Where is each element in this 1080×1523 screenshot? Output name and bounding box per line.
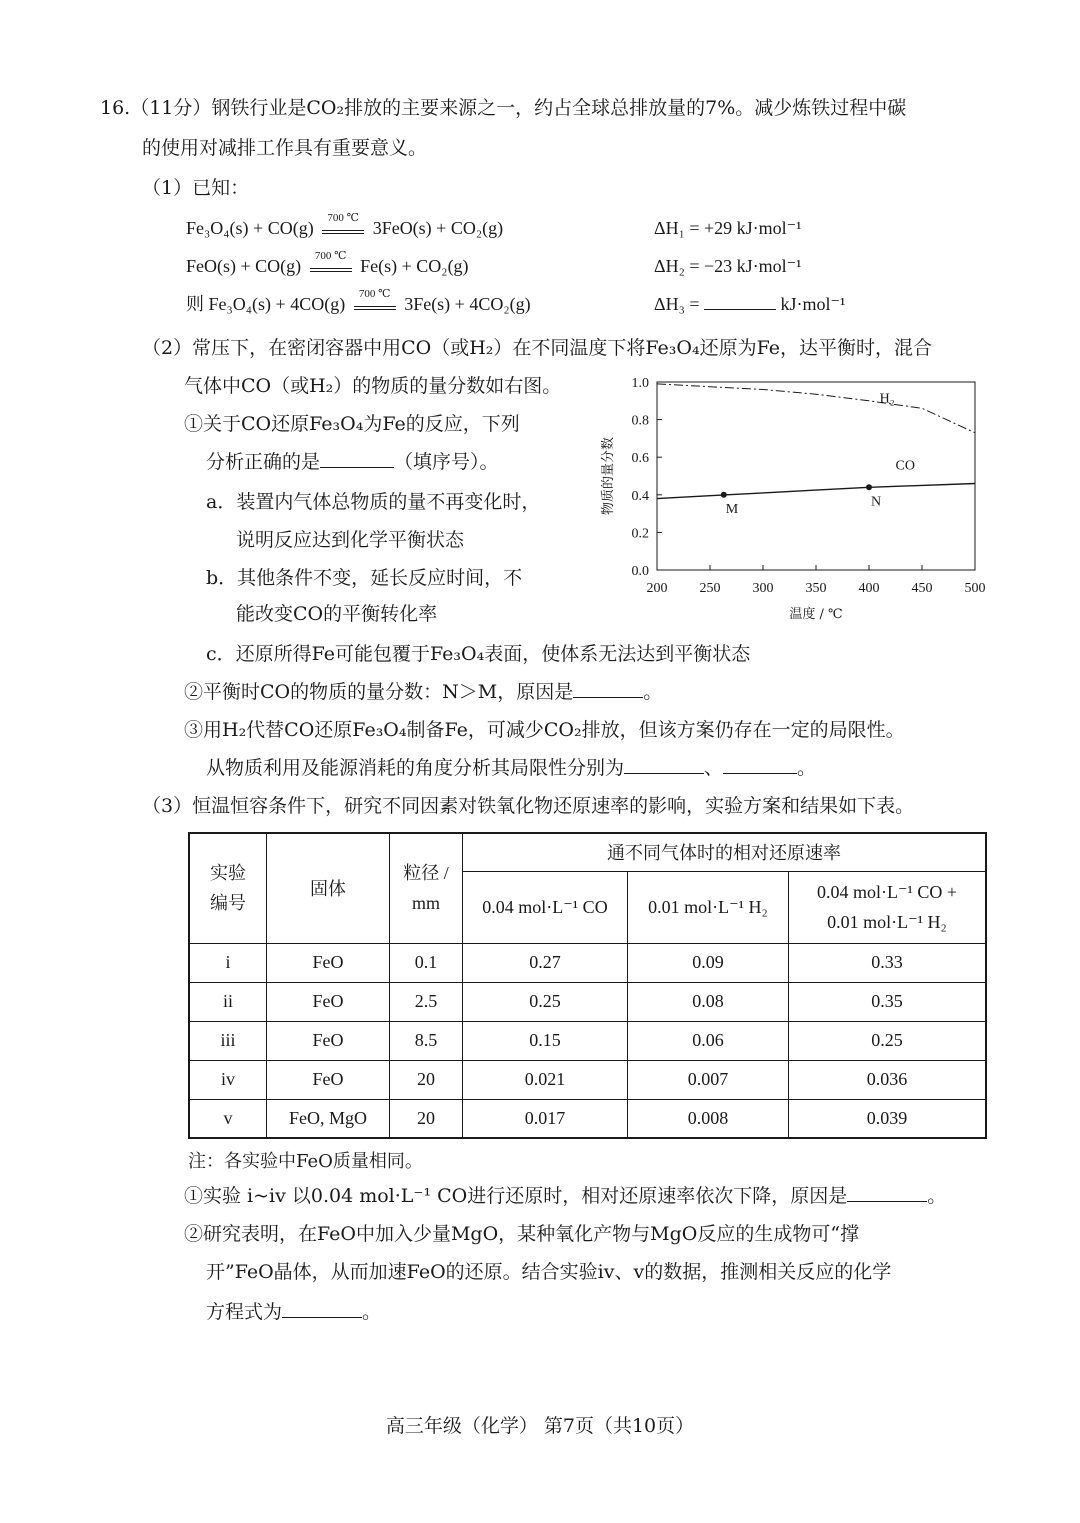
y-tick-label: 1.0 (631, 376, 649, 391)
x-tick-label: 400 (858, 581, 880, 596)
point-label: M (725, 501, 739, 517)
cell-mix: 0.039 (789, 1099, 987, 1138)
table-row (189, 1021, 986, 1060)
part3-q2-line2: 开”FeO晶体，从而加速FeO的还原。结合实验iv、v的数据，推测相关反应的化学 (206, 1261, 892, 1283)
equation-1-enthalpy: ΔH₁ = +29 kJ·mol⁻¹ (654, 218, 802, 238)
header-gas-co: 0.04 mol·L⁻¹ CO (463, 871, 628, 943)
cell-solid: FeO (267, 1021, 390, 1060)
equation-2-left: FeO(s) + CO(g) (186, 256, 302, 276)
y-tick-label: 0.4 (631, 488, 649, 504)
answer-blank[interactable] (847, 1185, 927, 1202)
page-footer: 高三年级（化学） 第7页（共10页） (385, 1415, 695, 1437)
header-relative-rate: 通不同气体时的相对还原速率 (463, 833, 987, 871)
condition-label: 700 ℃ (358, 288, 391, 300)
x-tick-label: 300 (752, 581, 774, 596)
x-tick-label: 500 (964, 581, 986, 596)
y-tick-label: 0.2 (631, 526, 649, 542)
q3-suffix: 。 (797, 757, 817, 779)
condition-label: 700 ℃ (327, 212, 359, 224)
y-tick-label: 0.8 (631, 413, 649, 429)
condition-label: 700 ℃ (314, 250, 347, 262)
cell-size: 2.5 (390, 982, 463, 1021)
cell-solid: FeO (267, 982, 390, 1021)
header-gas-h2: 0.01 mol·L⁻¹ H₂ (628, 871, 789, 943)
cell-solid: FeO (267, 943, 390, 982)
option-a-line2: 说明反应达到化学平衡状态 (236, 529, 465, 551)
equilibrium-arrow-icon (310, 250, 352, 278)
part2-q1-line2 (206, 450, 499, 474)
series-line-co (657, 484, 975, 499)
cell-id: iv (189, 1060, 267, 1099)
cell-co: 0.27 (463, 943, 628, 982)
cell-h2: 0.06 (628, 1021, 789, 1060)
x-tick-label: 450 (911, 581, 933, 596)
table-row (189, 1099, 986, 1138)
option-c: c．还原所得Fe可能包覆于Fe₃O₄表面，使体系无法达到平衡状态 (206, 643, 751, 665)
part2-q2 (184, 680, 662, 704)
option-b-line2: 能改变CO的平衡转化率 (236, 603, 438, 625)
option-a-line1: a．装置内气体总物质的量不再变化时， (206, 491, 541, 513)
part2-q3-line2 (206, 756, 816, 780)
x-tick-label: 350 (805, 581, 827, 596)
series-line-h2 (657, 384, 975, 433)
part1-label: （1）已知： (142, 177, 250, 199)
p3q2-suffix: 。 (362, 1301, 382, 1323)
equation-3-right: 3Fe(s) + 4CO₂(g) (404, 294, 531, 314)
part2-q1-line1: ①关于CO还原Fe₃O₄为Fe的反应，下列 (184, 413, 520, 435)
header-particle-size (390, 833, 463, 943)
answer-blank[interactable] (282, 1301, 362, 1318)
q1-suffix: （填序号）。 (394, 451, 499, 473)
part2-intro-line1: （2）常压下，在密闭容器中用CO（或H₂）在不同温度下将Fe₃O₄还原为Fe，达平衡时，混合 (142, 337, 932, 359)
cell-co: 0.25 (463, 982, 628, 1021)
mole-fraction-chart (592, 368, 1012, 628)
part2-q3-line1: ③用H₂代替CO还原Fe₃O₄制备Fe，可减少CO₂排放，但该方案仍存在一定的局限性。 (184, 719, 905, 741)
part2-intro-line2: 气体中CO（或H₂）的物质的量分数如右图。 (184, 375, 562, 397)
p3q1-text: ①实验 i~iv 以0.04 mol·L⁻¹ CO进行还原时，相对还原速率依次下降，原因是 (184, 1185, 848, 1207)
cell-id: ii (189, 982, 267, 1021)
cell-co: 0.017 (463, 1099, 628, 1138)
equation-1 (186, 212, 504, 240)
q1-text: 分析正确的是 (206, 451, 321, 473)
y-axis-label: 物质的量分数 (601, 436, 616, 516)
cell-h2: 0.08 (628, 982, 789, 1021)
dh3-prefix: ΔH₃ = (654, 294, 700, 314)
header-gas-mix (789, 871, 987, 943)
cell-h2: 0.09 (628, 943, 789, 982)
header-solid: 固体 (267, 833, 390, 943)
cell-co: 0.15 (463, 1021, 628, 1060)
part3-q1 (184, 1184, 946, 1208)
dh3-unit: kJ·mol⁻¹ (780, 294, 846, 314)
cell-h2: 0.008 (628, 1099, 789, 1138)
part3-q2-line1: ②研究表明，在FeO中加入少量MgO，某种氧化产物与MgO反应的生成物可“撑 (184, 1223, 860, 1245)
series-label: H₂ (879, 391, 895, 407)
equation-2-enthalpy: ΔH₂ = −23 kJ·mol⁻¹ (654, 256, 802, 276)
plot-frame (657, 382, 975, 570)
p3q1-suffix: 。 (927, 1185, 947, 1207)
cell-id: iii (189, 1021, 267, 1060)
q3-text: 从物质利用及能源消耗的角度分析其局限性分别为 (206, 757, 625, 779)
answer-blank[interactable] (573, 681, 643, 698)
point-label: N (871, 494, 882, 510)
q2-suffix: 。 (643, 681, 663, 703)
equation-3-enthalpy (654, 292, 845, 316)
q2-text: ②平衡时CO的物质的量分数：N＞M，原因是 (184, 681, 574, 703)
p3q2-text: 方程式为 (206, 1301, 283, 1323)
equation-3-left: 则 Fe₃O₄(s) + 4CO(g) (186, 294, 346, 314)
option-b-line1: b．其他条件不变，延长反应时间，不 (206, 567, 523, 589)
cell-size: 8.5 (390, 1021, 463, 1060)
equation-1-right: 3FeO(s) + CO₂(g) (372, 218, 504, 238)
equation-3 (186, 288, 531, 316)
table-row (189, 1060, 986, 1099)
point-marker (721, 492, 727, 498)
part3-intro: （3）恒温恒容条件下，研究不同因素对铁氧化物还原速率的影响，实验方案和结果如下表。 (142, 795, 915, 817)
equilibrium-arrow-icon (322, 212, 364, 240)
q3-sep: 、 (704, 757, 724, 779)
cell-solid: FeO (267, 1060, 390, 1099)
question-stem-line2: 的使用对减排工作具有重要意义。 (142, 137, 428, 159)
cell-size: 0.1 (390, 943, 463, 982)
table-note: 注：各实验中FeO质量相同。 (188, 1151, 423, 1172)
cell-mix: 0.35 (789, 982, 987, 1021)
header-id-line2: 编号 (210, 893, 246, 914)
cell-h2: 0.007 (628, 1060, 789, 1099)
table-row (189, 982, 986, 1021)
cell-co: 0.021 (463, 1060, 628, 1099)
cell-mix: 0.036 (789, 1060, 987, 1099)
equation-2 (186, 250, 469, 278)
x-tick-label: 250 (699, 581, 721, 596)
cell-mix: 0.33 (789, 943, 987, 982)
y-tick-label: 0.6 (631, 451, 649, 467)
experiment-table (188, 832, 987, 1139)
cell-mix: 0.25 (789, 1021, 987, 1060)
y-tick-label: 0.0 (631, 564, 649, 579)
header-size-line2: mm (411, 893, 440, 914)
answer-blank[interactable] (723, 757, 797, 774)
equilibrium-arrow-icon (354, 288, 396, 316)
header-experiment-id (189, 833, 267, 943)
question-stem-line1: 16.（11分）钢铁行业是CO₂排放的主要来源之一，约占全球总排放量的7%。减少炼铁过程中碳 (100, 97, 907, 119)
answer-blank[interactable] (320, 451, 394, 468)
equation-2-right: Fe(s) + CO₂(g) (360, 256, 469, 276)
part3-q2-line3 (206, 1300, 381, 1324)
point-marker (866, 484, 872, 490)
table-row (189, 943, 986, 982)
equation-1-left: Fe₃O₄(s) + CO(g) (186, 218, 314, 238)
header-size-line1: 粒径 / (403, 863, 449, 884)
header-mix-line2: 0.01 mol·L⁻¹ H₂ (827, 912, 947, 932)
answer-blank[interactable] (704, 293, 776, 310)
x-axis-label: 温度 / ℃ (789, 607, 843, 622)
cell-size: 20 (390, 1099, 463, 1138)
series-label: CO (895, 458, 915, 474)
cell-solid: FeO, MgO (267, 1099, 390, 1138)
header-mix-line1: 0.04 mol·L⁻¹ CO + (816, 882, 958, 902)
cell-size: 20 (390, 1060, 463, 1099)
x-tick-label: 200 (646, 581, 668, 596)
header-id-line1: 实验 (210, 863, 246, 884)
cell-id: v (189, 1099, 267, 1138)
cell-id: i (189, 943, 267, 982)
answer-blank[interactable] (624, 757, 704, 774)
